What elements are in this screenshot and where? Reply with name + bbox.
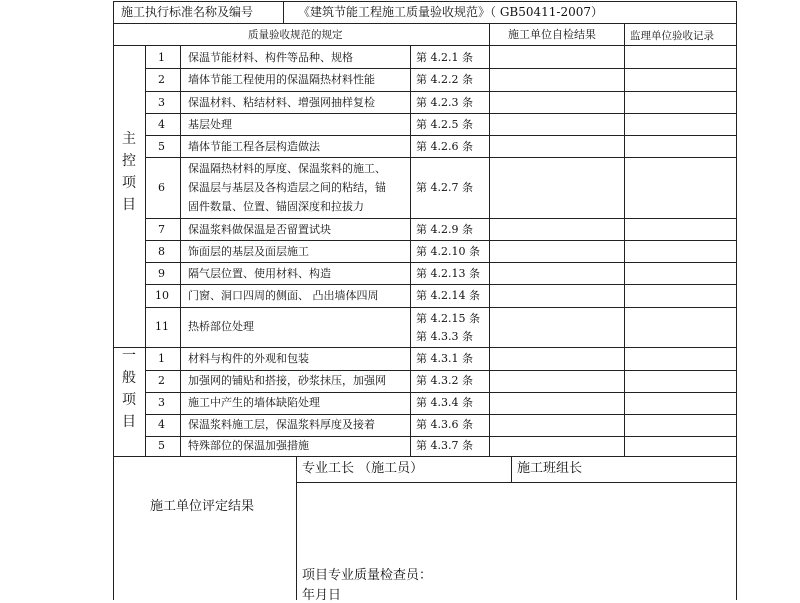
row-number: 2 bbox=[158, 73, 165, 86]
rule bbox=[113, 45, 737, 46]
row-clause: 第 4.3.3 条 bbox=[416, 330, 473, 343]
rule bbox=[145, 218, 737, 219]
rule bbox=[410, 45, 411, 456]
row-number: 7 bbox=[158, 223, 165, 236]
row-number: 2 bbox=[158, 374, 165, 387]
rule bbox=[113, 23, 737, 24]
main-group-label: 主控项目 bbox=[122, 131, 136, 213]
standard-label: 施工执行标准名称及编号 bbox=[121, 5, 254, 19]
row-text: 门窗、洞口四周的侧面、 凸出墙体四周 bbox=[188, 289, 379, 302]
row-number: 10 bbox=[155, 289, 169, 302]
row-text: 隔气层位置、使用材料、构造 bbox=[188, 267, 331, 280]
rule bbox=[489, 23, 490, 456]
row-clause: 第 4.2.3 条 bbox=[416, 96, 473, 109]
rule bbox=[145, 91, 737, 92]
rule bbox=[145, 392, 737, 393]
row-clause: 第 4.3.2 条 bbox=[416, 374, 473, 387]
general-group-label: 一般项目 bbox=[122, 348, 136, 430]
row-text: 特殊部位的保温加强措施 bbox=[188, 439, 309, 452]
rule bbox=[145, 307, 737, 308]
row-number: 11 bbox=[155, 320, 169, 333]
rule bbox=[296, 456, 297, 600]
row-clause: 第 4.2.14 条 bbox=[416, 289, 480, 302]
row-number: 3 bbox=[158, 96, 165, 109]
rule bbox=[283, 1, 284, 23]
standard-value: 《建筑节能工程施工质量验收规范》（ GB50411-2007） bbox=[298, 5, 603, 19]
row-number: 3 bbox=[158, 396, 165, 409]
row-clause: 第 4.2.15 条 bbox=[416, 312, 480, 325]
foreman-label: 专业工长 （施工员） bbox=[302, 461, 424, 476]
row-clause: 第 4.2.6 条 bbox=[416, 140, 473, 153]
row-text: 热桥部位处理 bbox=[188, 320, 254, 333]
rule bbox=[113, 456, 737, 457]
rule bbox=[624, 23, 625, 456]
col-spec-header: 质量验收规范的规定 bbox=[248, 29, 343, 41]
rule bbox=[145, 135, 737, 136]
row-clause: 第 4.3.7 条 bbox=[416, 439, 473, 452]
team-leader-label: 施工班组长 bbox=[517, 461, 583, 476]
row-text: 保温隔热材料的厚度、保温浆料的施工、 bbox=[188, 162, 386, 175]
row-clause: 第 4.2.13 条 bbox=[416, 267, 480, 280]
row-clause: 第 4.2.2 条 bbox=[416, 73, 473, 86]
rule bbox=[145, 157, 737, 158]
row-clause: 第 4.3.1 条 bbox=[416, 352, 473, 365]
rule bbox=[180, 45, 181, 456]
rule bbox=[145, 68, 737, 69]
row-number: 5 bbox=[158, 140, 165, 153]
row-number: 6 bbox=[158, 181, 165, 194]
row-clause: 第 4.2.5 条 bbox=[416, 118, 473, 131]
rule bbox=[736, 1, 737, 600]
rule bbox=[113, 1, 114, 600]
rule bbox=[145, 45, 146, 456]
rule bbox=[145, 113, 737, 114]
rule bbox=[511, 456, 512, 482]
row-text: 墙体节能工程各层构造做法 bbox=[188, 140, 320, 153]
row-number: 1 bbox=[158, 352, 165, 365]
date-label: 年月日 bbox=[302, 588, 342, 603]
row-text: 保温材料、粘结材料、增强网抽样复检 bbox=[188, 96, 375, 109]
result-label: 施工单位评定结果 bbox=[150, 499, 255, 514]
row-number: 8 bbox=[158, 245, 165, 258]
row-clause: 第 4.2.7 条 bbox=[416, 181, 473, 194]
rule bbox=[145, 262, 737, 263]
row-number: 4 bbox=[158, 418, 165, 431]
row-text: 基层处理 bbox=[188, 118, 232, 131]
rule bbox=[113, 347, 737, 348]
row-number: 5 bbox=[158, 439, 165, 452]
row-number: 9 bbox=[158, 267, 165, 280]
row-text: 保温浆料施工层，保温浆料厚度及接着 bbox=[188, 418, 375, 431]
rule bbox=[145, 436, 737, 437]
rule bbox=[145, 240, 737, 241]
col-supervisor-header: 监理单位验收记录 bbox=[630, 30, 714, 42]
row-text: 施工中产生的墙体缺陷处理 bbox=[188, 396, 320, 409]
rule bbox=[145, 414, 737, 415]
col-self-check-header: 施工单位自检结果 bbox=[508, 28, 596, 41]
row-clause: 第 4.3.4 条 bbox=[416, 396, 473, 409]
row-text: 材料与构件的外观和包装 bbox=[188, 352, 309, 365]
row-text: 固件数量、位置、锚固深度和拉拔力 bbox=[188, 200, 364, 213]
row-clause: 第 4.2.9 条 bbox=[416, 223, 473, 236]
row-clause: 第 4.2.10 条 bbox=[416, 245, 480, 258]
rule bbox=[113, 1, 737, 2]
inspector-label: 项目专业质量检查员： bbox=[302, 568, 433, 583]
row-text: 加强网的铺贴和搭接，砂浆抹压，加强网 bbox=[188, 374, 386, 387]
row-text: 保温浆料做保温是否留置试块 bbox=[188, 223, 331, 236]
row-clause: 第 4.3.6 条 bbox=[416, 418, 473, 431]
row-text: 饰面层的基层及面层施工 bbox=[188, 245, 309, 258]
row-text: 墙体节能工程使用的保温隔热材料性能 bbox=[188, 73, 375, 86]
row-text: 保温层与基层及各构造层之间的粘结，锚 bbox=[188, 181, 386, 194]
rule bbox=[145, 370, 737, 371]
rule bbox=[296, 482, 737, 483]
row-text: 保温节能材料、构件等品种、规格 bbox=[188, 51, 353, 64]
rule bbox=[145, 284, 737, 285]
row-clause: 第 4.2.1 条 bbox=[416, 51, 473, 64]
row-number: 1 bbox=[158, 51, 165, 64]
row-number: 4 bbox=[158, 118, 165, 131]
